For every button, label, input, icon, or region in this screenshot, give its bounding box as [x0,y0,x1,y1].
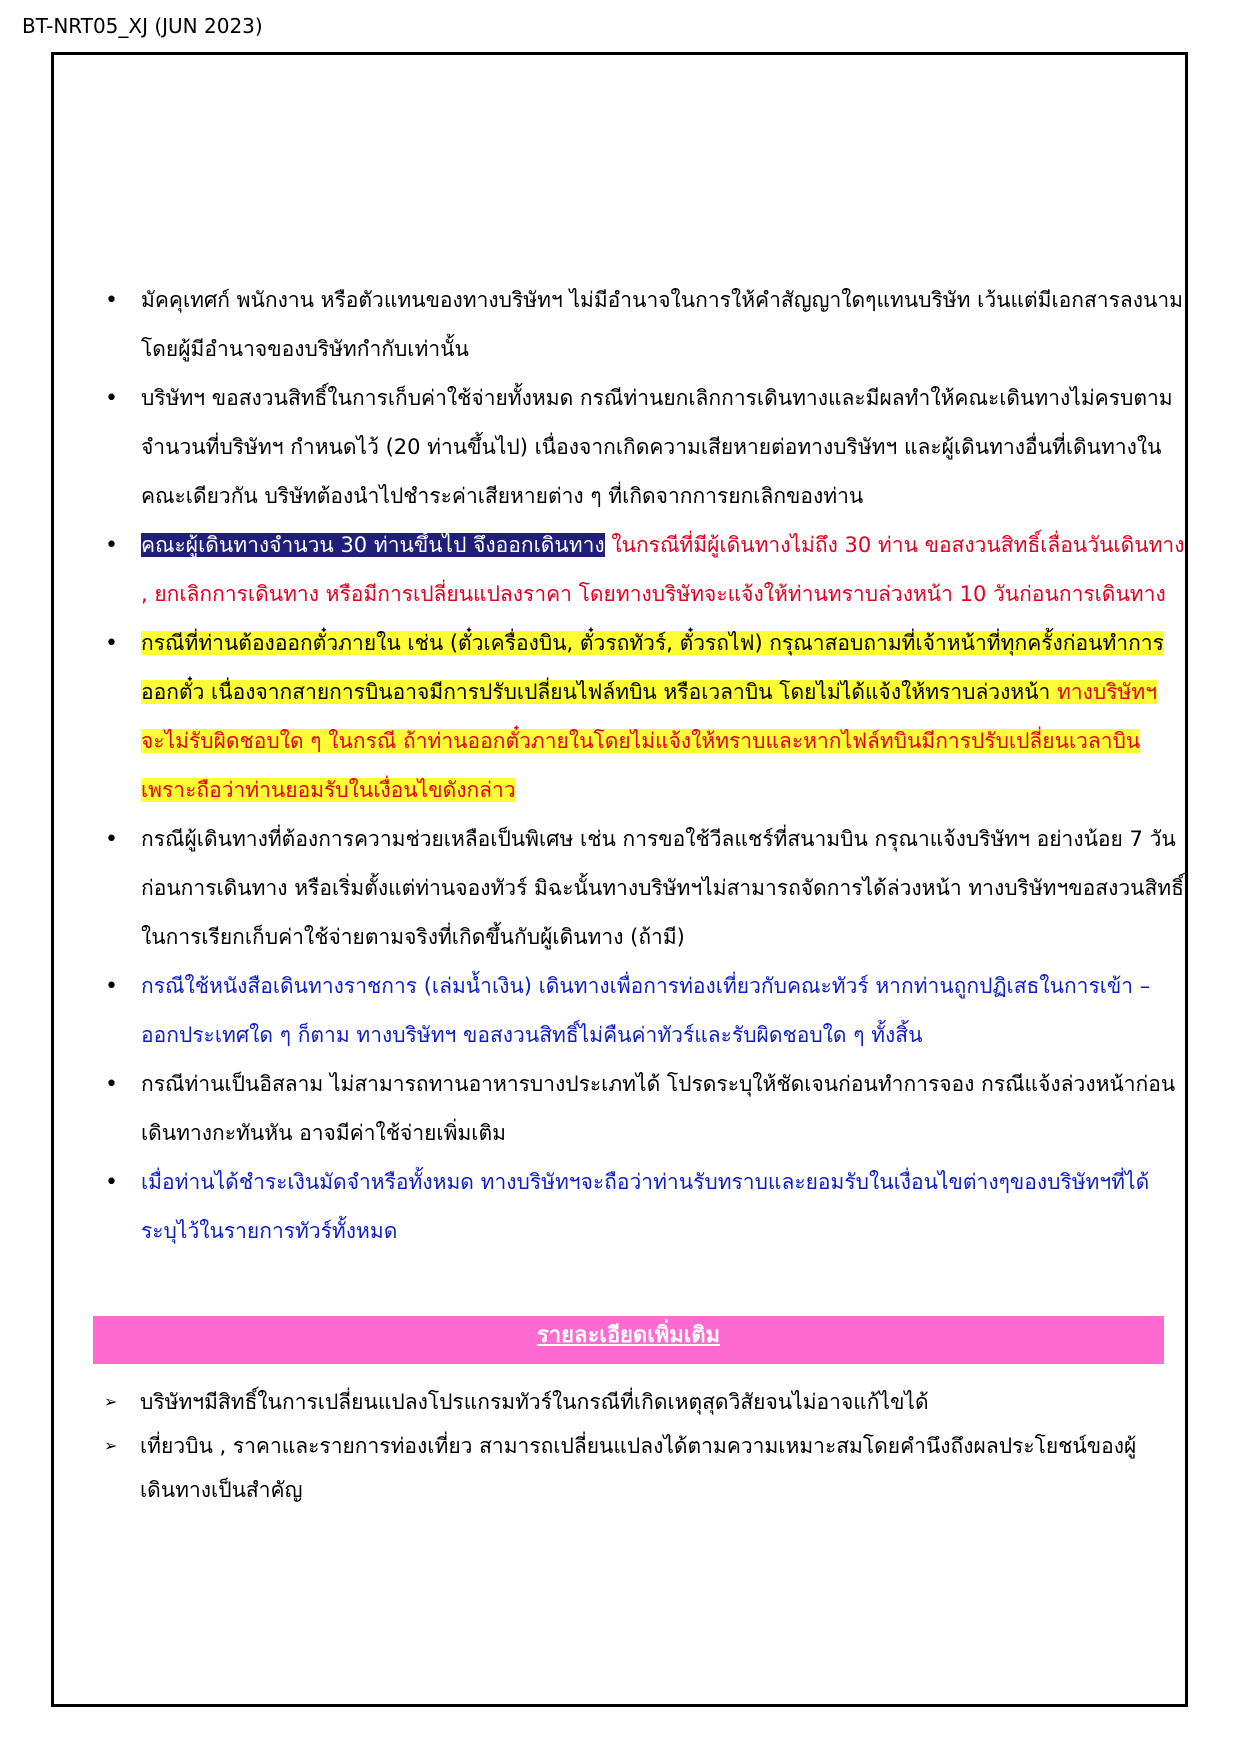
bullet-icon: • [105,1170,118,1195]
arrow-bullet-icon: ➢ [104,1392,118,1411]
condition-text: กรณีท่านเป็นอิสลาม ไม่สามารถทานอาหารบางประเภทได้ โปรดระบุให้ชัดเจนก่อนทำการจอง กรณีแจ้งล่วงหน้าก่อนเดินทางกะทันหัน อาจมีค่าใช้จ่ายเพิ่มเติม [141,1072,1176,1145]
document-code: BT-NRT05_XJ (JUN 2023) [22,14,263,38]
domestic-ticket-disclaimer: ทางบริษัทฯ จะไม่รับผิดชอบใด ๆ ในกรณี ถ้าท่านออกตั๋วภายในโดยไม่แจ้งให้ทราบและหากไฟล์ทบินมีการปรับเปลี่ยนเวลาบินเพราะถือว่าท่านยอมรับในเงื่อนไขดังกล่าว [141,680,1158,802]
more-details-item [100,1380,1160,1424]
minimum-group-notice: ในกรณีที่มีผู้เดินทางไม่ถึง 30 ท่าน ขอสงวนสิทธิ์เลื่อนวันเดินทาง , ยกเลิกการเดินทาง หรือมีการเปลี่ยนแปลงราคา โดยทางบริษัทจะแจ้งให้ท่านทราบล่วงหน้า 10 วันก่อนการเดินทาง [141,533,1185,606]
minimum-group-highlight: คณะผู้เดินทางจำนวน 30 ท่านขึ้นไป จึงออกเดินทาง [141,533,605,557]
bullet-icon: • [105,386,118,411]
more-details-header-bar [93,1316,1164,1364]
condition-item-halal-food [105,1060,1185,1158]
arrow-bullet-icon: ➢ [104,1436,118,1455]
condition-text: กรณีใช้หนังสือเดินทางราชการ (เล่มน้ำเงิน) เดินทางเพื่อการท่องเที่ยวกับคณะทัวร์ หากท่านถูกปฏิเสธในการเข้า – ออกประเทศใด ๆ ก็ตาม ทางบริษัทฯ ขอสงวนสิทธิ์ไม่คืนค่าทัวร์และรับผิดชอบใด ๆ ทั้งสิ้น [141,974,1151,1047]
more-details-title: รายละเอียดเพิ่มเติม [536,1323,721,1348]
more-details-list [100,1380,1160,1512]
condition-item-official-passport [105,962,1185,1060]
bullet-icon: • [105,288,118,313]
bullet-icon: • [105,533,118,558]
bullet-icon: • [105,1072,118,1097]
condition-item-deposit-acceptance [105,1158,1185,1256]
condition-text: บริษัทฯ ขอสงวนสิทธิ์ในการเก็บค่าใช้จ่ายทั้งหมด กรณีท่านยกเลิกการเดินทางและมีผลทำให้คณะเดินทางไม่ครบตามจำนวนที่บริษัทฯ กำหนดไว้ (20 ท่านขึ้นไป) เนื่องจากเกิดความเสียหายต่อทางบริษัทฯ และผู้เดินทางอื่นที่เดินทางในคณะเดียวกัน บริษัทต้องนำไปชำระค่าเสียหายต่าง ๆ ที่เกิดจากการยกเลิกของท่าน [141,386,1173,508]
condition-item-guide-authority [105,276,1185,374]
conditions-list [105,276,1185,1256]
condition-text: เมื่อท่านได้ชำระเงินมัดจำหรือทั้งหมด ทางบริษัทฯจะถือว่าท่านรับทราบและยอมรับในเงื่อนไขต่างๆของบริษัทฯที่ได้ระบุไว้ในรายการทัวร์ทั้งหมด [141,1170,1150,1243]
condition-text: กรณีผู้เดินทางที่ต้องการความช่วยเหลือเป็นพิเศษ เช่น การขอใช้วีลแชร์ที่สนามบิน กรุณาแจ้งบริษัทฯ อย่างน้อย 7 วันก่อนการเดินทาง หรือเริ่มตั้งแต่ท่านจองทัวร์ มิฉะนั้นทางบริษัทฯไม่สามารถจัดการได้ล่วงหน้า ทางบริษัทฯขอสงวนสิทธิ์ในการเรียกเก็บค่าใช้จ่ายตามจริงที่เกิดขึ้นกับผู้เดินทาง (ถ้ามี) [141,827,1184,949]
bullet-icon: • [105,974,118,999]
condition-text: มัคคุเทศก์ พนักงาน หรือตัวแทนของทางบริษัทฯ ไม่มีอำนาจในการให้คำสัญญาใดๆแทนบริษัท เว้นแต่มีเอกสารลงนามโดยผู้มีอำนาจของบริษัทกำกับเท่านั้น [141,288,1183,361]
condition-item-cancellation-fee [105,374,1185,521]
more-details-text: บริษัทฯมีสิทธิ์ในการเปลี่ยนแปลงโปรแกรมทัวร์ในกรณีที่เกิดเหตุสุดวิสัยจนไม่อาจแก้ไขได้ [140,1390,929,1414]
condition-item-domestic-ticket [105,619,1185,815]
condition-item-minimum-group [105,521,1185,619]
more-details-text: เที่ยวบิน , ราคาและรายการท่องเที่ยว สามารถเปลี่ยนแปลงได้ตามความเหมาะสมโดยคำนึงถึงผลประโยชน์ของผู้เดินทางเป็นสำคัญ [140,1434,1137,1502]
condition-item-special-assistance [105,815,1185,962]
bullet-icon: • [105,827,118,852]
more-details-item [100,1424,1160,1512]
domestic-ticket-advice: กรณีที่ท่านต้องออกตั๋วภายใน เช่น (ตั๋วเครื่องบิน, ตั๋วรถทัวร์, ตั๋วรถไฟ) กรุณาสอบถามที่เจ้าหน้าที่ทุกครั้งก่อนทำการออกตั๋ว เนื่องจากสายการบินอาจมีการปรับเปลี่ยนไฟล์ทบิน หรือเวลาบิน โดยไม่ได้แจ้งให้ทราบล่วงหน้า [141,631,1164,704]
bullet-icon: • [105,631,118,656]
